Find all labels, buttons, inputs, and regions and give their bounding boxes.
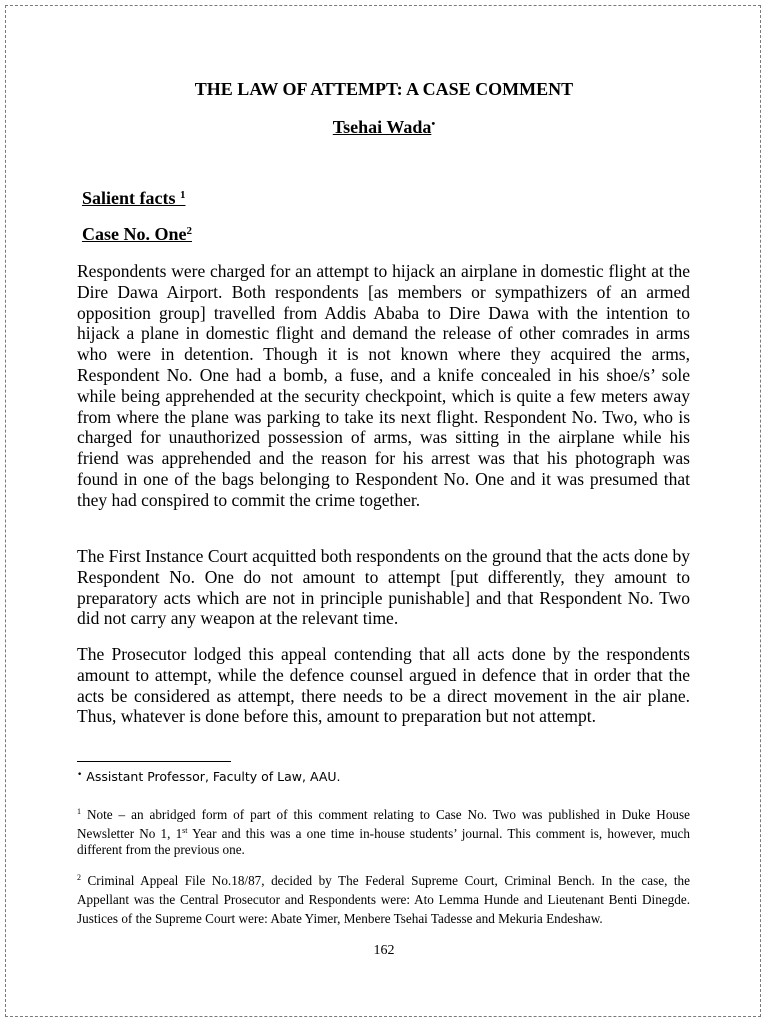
footnote-ref-1: 1 — [180, 189, 186, 201]
footnote-2-mark: 2 — [77, 873, 81, 882]
footnote-author-mark: • — [77, 770, 83, 780]
footnote-1-text-b: Year and this was a one time in-house students’ journal. This comment is, however, much different from the previous one. — [77, 826, 690, 857]
footnote-2-text: Criminal Appeal File No.18/87, decided by The Federal Supreme Court, Criminal Bench. In the case, the Appellant was the Central Prosecutor and Respondents were: Ato Lemma Hunde and Lieutenant Benti Dinegde. Justices of the Supreme Court were: Abate Yimer, Menbere Tsehai Tadesse and Mekuria Endeshaw. — [77, 873, 690, 926]
paragraph-facts: Respondents were charged for an attempt to hijack an airplane in domestic flight at the Dire Dawa Airport. Both respondents [as members or sympathizers of an armed opposition group] travelled from Addis Ababa to Dire Dawa with the intention to hijack a plane in domestic flight and demand the release of other comrades in arms who were in detention. Though it is not known where they acquired the arms, Respondent No. One had a bomb, a fuse, and a knife concealed in his shoe/s’ sole while being apprehended at the security checkpoint, which is quite a few meters away from where the plane was parking to take its next flight. Respondent No. Two, who is charged for unauthorized possession of arms, was sitting in the airplane while his friend was apprehended and the reason for his arrest was that his photograph was found in one of the bags belonging to Respondent No. One and it was presumed that they had conspired to commit the crime together. — [77, 261, 690, 510]
footnote-ref-2: 2 — [186, 225, 192, 237]
footnote-1-text-a: Note – an abridged form of part of this comment relating to Case No. Two was published in Duke House Newsletter No 1, 1 — [77, 807, 690, 841]
paragraph-first-instance: The First Instance Court acquitted both respondents on the ground that the acts done by Respondent No. One do not amount to attempt [put differently, they amount to preparatory acts which are not in principle punishable] and that Respondent No. Two did not carry any weapon at the relevant time. — [77, 546, 690, 629]
footnote-separator — [77, 761, 231, 762]
heading-case-text: Case No. One$^2$ — [82, 224, 192, 244]
heading-salient-text: Salient facts $^1$ — [82, 188, 186, 208]
footnote-2 — [77, 868, 690, 928]
author-footnote-mark: • — [431, 118, 436, 130]
page-number: 162 — [373, 943, 395, 958]
heading-salient-facts — [82, 188, 186, 209]
document-title: THE LAW OF ATTEMPT: A CASE COMMENT — [194, 79, 574, 99]
footnote-author-text: Assistant Professor, Faculty of Law, AAU. — [86, 769, 341, 784]
paragraph-appeal: The Prosecutor lodged this appeal contending that all acts done by the respondents amount to attempt, while the defence counsel argued in defence that in order that the acts be considered as attempt, there needs to be a direct movement in the air plane. Thus, whatever is done before this, amount to preparation but not attempt. — [77, 644, 690, 727]
page-border — [5, 5, 761, 1017]
author-line — [0, 117, 768, 138]
footnote-1-mark: 1 — [77, 807, 81, 816]
footnote-1-ordinal: st — [182, 826, 188, 835]
heading-case-one — [82, 224, 192, 245]
footnote-1 — [77, 804, 690, 858]
author-name: Tsehai Wada — [332, 117, 432, 137]
footnote-author — [77, 767, 690, 785]
